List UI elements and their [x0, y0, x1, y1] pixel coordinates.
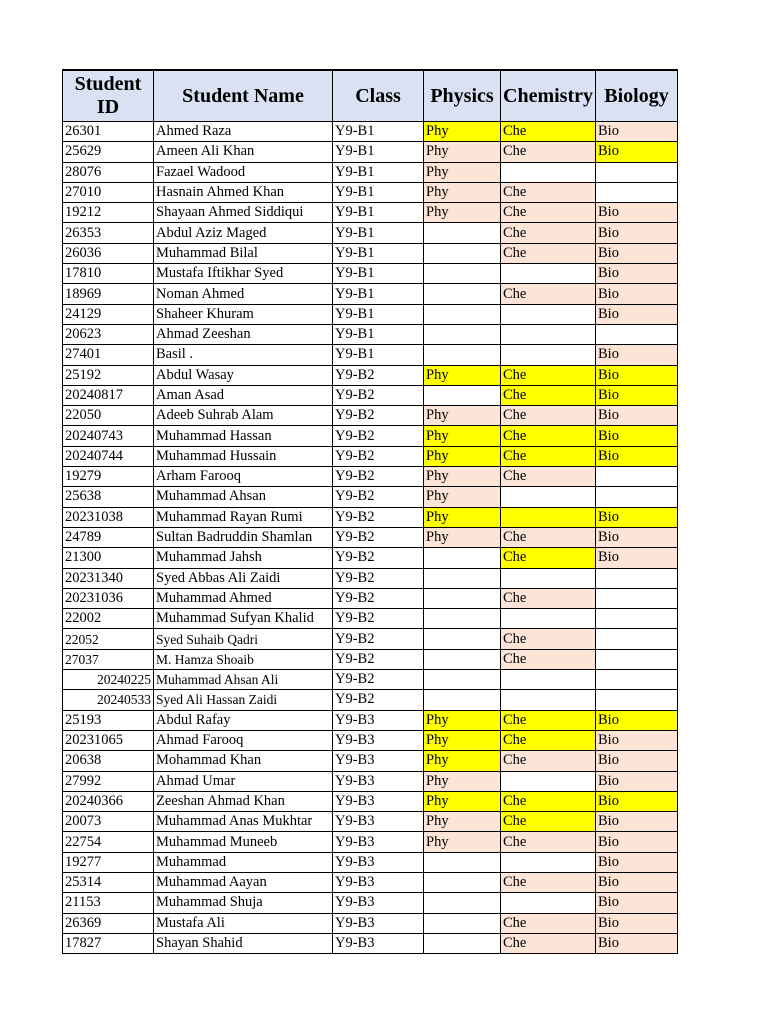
- biology-cell[interactable]: Bio: [596, 710, 678, 730]
- biology-cell[interactable]: Bio: [596, 791, 678, 811]
- student-id-cell[interactable]: 20240533: [63, 690, 154, 710]
- chemistry-cell[interactable]: Che: [501, 548, 596, 568]
- table-row[interactable]: [63, 548, 678, 568]
- student-name-cell[interactable]: Muhammad Sufyan Khalid: [154, 609, 333, 629]
- physics-cell[interactable]: Phy: [424, 487, 501, 507]
- biology-cell[interactable]: [596, 649, 678, 669]
- physics-cell[interactable]: Phy: [424, 446, 501, 466]
- physics-cell[interactable]: [424, 385, 501, 405]
- chemistry-cell[interactable]: Che: [501, 791, 596, 811]
- biology-cell[interactable]: Bio: [596, 832, 678, 852]
- student-name-cell[interactable]: Abdul Wasay: [154, 365, 333, 385]
- chemistry-cell[interactable]: Che: [501, 730, 596, 750]
- biology-cell[interactable]: Bio: [596, 284, 678, 304]
- table-row[interactable]: [63, 649, 678, 669]
- table-row[interactable]: [63, 893, 678, 913]
- physics-cell[interactable]: [424, 243, 501, 263]
- table-row[interactable]: [63, 223, 678, 243]
- student-id-cell[interactable]: 26369: [63, 913, 154, 933]
- biology-cell[interactable]: [596, 690, 678, 710]
- student-id-cell[interactable]: 17827: [63, 933, 154, 953]
- student-id-cell[interactable]: 20240225: [63, 670, 154, 690]
- student-id-cell[interactable]: 21153: [63, 893, 154, 913]
- biology-cell[interactable]: Bio: [596, 122, 678, 142]
- student-name-cell[interactable]: Muhammad Bilal: [154, 243, 333, 263]
- table-row[interactable]: [63, 142, 678, 162]
- chemistry-cell[interactable]: [501, 264, 596, 284]
- chemistry-cell[interactable]: Che: [501, 933, 596, 953]
- class-cell[interactable]: Y9-B2: [333, 385, 424, 405]
- student-name-cell[interactable]: Shaheer Khuram: [154, 304, 333, 324]
- biology-cell[interactable]: Bio: [596, 446, 678, 466]
- student-name-cell[interactable]: Muhammad Shuja: [154, 893, 333, 913]
- table-row[interactable]: [63, 162, 678, 182]
- biology-cell[interactable]: Bio: [596, 385, 678, 405]
- biology-cell[interactable]: Bio: [596, 730, 678, 750]
- chemistry-cell[interactable]: Che: [501, 872, 596, 892]
- physics-cell[interactable]: Phy: [424, 527, 501, 547]
- class-cell[interactable]: Y9-B2: [333, 426, 424, 446]
- biology-cell[interactable]: [596, 629, 678, 649]
- student-name-cell[interactable]: Noman Ahmed: [154, 284, 333, 304]
- table-row[interactable]: [63, 629, 678, 649]
- table-row[interactable]: [63, 487, 678, 507]
- class-cell[interactable]: Y9-B3: [333, 710, 424, 730]
- physics-cell[interactable]: [424, 588, 501, 608]
- physics-cell[interactable]: [424, 670, 501, 690]
- student-id-cell[interactable]: 25314: [63, 872, 154, 892]
- class-cell[interactable]: Y9-B2: [333, 649, 424, 669]
- student-id-cell[interactable]: 17810: [63, 264, 154, 284]
- student-id-cell[interactable]: 22052: [63, 629, 154, 649]
- table-row[interactable]: [63, 203, 678, 223]
- physics-cell[interactable]: [424, 852, 501, 872]
- student-id-cell[interactable]: 20240817: [63, 385, 154, 405]
- class-cell[interactable]: Y9-B1: [333, 203, 424, 223]
- student-id-cell[interactable]: 20240743: [63, 426, 154, 446]
- physics-cell[interactable]: Phy: [424, 162, 501, 182]
- class-cell[interactable]: Y9-B2: [333, 609, 424, 629]
- biology-cell[interactable]: [596, 568, 678, 588]
- chemistry-cell[interactable]: Che: [501, 649, 596, 669]
- biology-cell[interactable]: [596, 182, 678, 202]
- chemistry-cell[interactable]: Che: [501, 385, 596, 405]
- student-id-cell[interactable]: 21300: [63, 548, 154, 568]
- student-name-cell[interactable]: Aman Asad: [154, 385, 333, 405]
- chemistry-cell[interactable]: Che: [501, 426, 596, 446]
- biology-cell[interactable]: Bio: [596, 751, 678, 771]
- biology-cell[interactable]: [596, 467, 678, 487]
- class-cell[interactable]: Y9-B3: [333, 751, 424, 771]
- class-cell[interactable]: Y9-B2: [333, 507, 424, 527]
- student-name-cell[interactable]: Mohammad Khan: [154, 751, 333, 771]
- physics-cell[interactable]: Phy: [424, 832, 501, 852]
- student-id-cell[interactable]: 20638: [63, 751, 154, 771]
- chemistry-cell[interactable]: Che: [501, 913, 596, 933]
- class-cell[interactable]: Y9-B1: [333, 142, 424, 162]
- table-row[interactable]: [63, 527, 678, 547]
- class-cell[interactable]: Y9-B1: [333, 182, 424, 202]
- class-cell[interactable]: Y9-B1: [333, 284, 424, 304]
- class-cell[interactable]: Y9-B3: [333, 832, 424, 852]
- table-row[interactable]: [63, 568, 678, 588]
- physics-cell[interactable]: [424, 324, 501, 344]
- physics-cell[interactable]: Phy: [424, 812, 501, 832]
- class-cell[interactable]: Y9-B2: [333, 548, 424, 568]
- table-row[interactable]: [63, 284, 678, 304]
- physics-cell[interactable]: Phy: [424, 365, 501, 385]
- physics-cell[interactable]: [424, 609, 501, 629]
- table-row[interactable]: [63, 771, 678, 791]
- physics-cell[interactable]: Phy: [424, 791, 501, 811]
- student-name-cell[interactable]: Ahmad Zeeshan: [154, 324, 333, 344]
- student-id-cell[interactable]: 18969: [63, 284, 154, 304]
- chemistry-cell[interactable]: Che: [501, 406, 596, 426]
- class-cell[interactable]: Y9-B1: [333, 162, 424, 182]
- physics-cell[interactable]: Phy: [424, 771, 501, 791]
- class-cell[interactable]: Y9-B1: [333, 304, 424, 324]
- student-id-cell[interactable]: 20231036: [63, 588, 154, 608]
- biology-cell[interactable]: Bio: [596, 365, 678, 385]
- student-name-cell[interactable]: Shayan Shahid: [154, 933, 333, 953]
- table-row[interactable]: [63, 913, 678, 933]
- biology-cell[interactable]: Bio: [596, 933, 678, 953]
- table-row[interactable]: [63, 832, 678, 852]
- chemistry-cell[interactable]: [501, 893, 596, 913]
- header-student-name: Student Name: [154, 70, 333, 122]
- chemistry-cell[interactable]: Che: [501, 467, 596, 487]
- class-cell[interactable]: Y9-B2: [333, 365, 424, 385]
- student-name-cell[interactable]: Ahmad Farooq: [154, 730, 333, 750]
- class-cell[interactable]: Y9-B2: [333, 487, 424, 507]
- header-class: Class: [333, 70, 424, 122]
- physics-cell[interactable]: Phy: [424, 507, 501, 527]
- header-biology: Biology: [596, 70, 678, 122]
- biology-cell[interactable]: [596, 670, 678, 690]
- biology-cell[interactable]: Bio: [596, 304, 678, 324]
- biology-cell[interactable]: Bio: [596, 203, 678, 223]
- table-row[interactable]: [63, 710, 678, 730]
- student-name-cell[interactable]: Abdul Aziz Maged: [154, 223, 333, 243]
- chemistry-cell[interactable]: [501, 771, 596, 791]
- biology-cell[interactable]: Bio: [596, 527, 678, 547]
- chemistry-cell[interactable]: [501, 670, 596, 690]
- student-name-cell[interactable]: Syed Ali Hassan Zaidi: [154, 690, 333, 710]
- chemistry-cell[interactable]: Che: [501, 812, 596, 832]
- student-name-cell[interactable]: Fazael Wadood: [154, 162, 333, 182]
- student-id-cell[interactable]: 20231340: [63, 568, 154, 588]
- chemistry-cell[interactable]: [501, 507, 596, 527]
- header-chemistry: Chemistry: [501, 70, 596, 122]
- class-cell[interactable]: Y9-B3: [333, 933, 424, 953]
- class-cell[interactable]: Y9-B2: [333, 527, 424, 547]
- table-row[interactable]: [63, 690, 678, 710]
- table-row[interactable]: [63, 791, 678, 811]
- chemistry-cell[interactable]: Che: [501, 446, 596, 466]
- student-name-cell[interactable]: Shayaan Ahmed Siddiqui: [154, 203, 333, 223]
- table-row[interactable]: [63, 243, 678, 263]
- physics-cell[interactable]: [424, 264, 501, 284]
- class-cell[interactable]: Y9-B3: [333, 791, 424, 811]
- chemistry-cell[interactable]: Che: [501, 629, 596, 649]
- student-name-cell[interactable]: Mustafa Iftikhar Syed: [154, 264, 333, 284]
- header-row: [63, 70, 678, 122]
- student-id-cell[interactable]: 25193: [63, 710, 154, 730]
- student-id-cell[interactable]: 19212: [63, 203, 154, 223]
- student-name-cell[interactable]: Muhammad Hassan: [154, 426, 333, 446]
- physics-cell[interactable]: Phy: [424, 467, 501, 487]
- class-cell[interactable]: Y9-B3: [333, 852, 424, 872]
- student-name-cell[interactable]: Syed Suhaib Qadri: [154, 629, 333, 649]
- table-row[interactable]: [63, 182, 678, 202]
- physics-cell[interactable]: [424, 568, 501, 588]
- physics-cell[interactable]: [424, 933, 501, 953]
- student-name-cell[interactable]: Muhammad Aayan: [154, 872, 333, 892]
- student-name-cell[interactable]: Syed Abbas Ali Zaidi: [154, 568, 333, 588]
- table-row[interactable]: [63, 933, 678, 953]
- student-name-cell[interactable]: Mustafa Ali: [154, 913, 333, 933]
- chemistry-cell[interactable]: Che: [501, 365, 596, 385]
- biology-cell[interactable]: Bio: [596, 872, 678, 892]
- biology-cell[interactable]: Bio: [596, 406, 678, 426]
- physics-cell[interactable]: Phy: [424, 710, 501, 730]
- chemistry-cell[interactable]: Che: [501, 710, 596, 730]
- biology-cell[interactable]: Bio: [596, 223, 678, 243]
- chemistry-cell[interactable]: Che: [501, 751, 596, 771]
- table-row[interactable]: [63, 609, 678, 629]
- student-id-cell[interactable]: 26301: [63, 122, 154, 142]
- student-name-cell[interactable]: Ahmad Umar: [154, 771, 333, 791]
- chemistry-cell[interactable]: Che: [501, 182, 596, 202]
- table-body: [63, 122, 678, 954]
- table-row[interactable]: [63, 507, 678, 527]
- student-name-cell[interactable]: Hasnain Ahmed Khan: [154, 182, 333, 202]
- student-id-cell[interactable]: 26353: [63, 223, 154, 243]
- table-row[interactable]: [63, 122, 678, 142]
- student-id-cell[interactable]: 25629: [63, 142, 154, 162]
- chemistry-cell[interactable]: [501, 568, 596, 588]
- student-id-cell[interactable]: 27010: [63, 182, 154, 202]
- biology-cell[interactable]: [596, 588, 678, 608]
- biology-cell[interactable]: Bio: [596, 142, 678, 162]
- table-row[interactable]: [63, 812, 678, 832]
- chemistry-cell[interactable]: Che: [501, 243, 596, 263]
- table-row[interactable]: [63, 406, 678, 426]
- header-physics: Physics: [424, 70, 501, 122]
- student-id-cell[interactable]: 22002: [63, 609, 154, 629]
- biology-cell[interactable]: Bio: [596, 507, 678, 527]
- student-name-cell[interactable]: Muhammad Ahmed: [154, 588, 333, 608]
- physics-cell[interactable]: Phy: [424, 182, 501, 202]
- biology-cell[interactable]: Bio: [596, 771, 678, 791]
- class-cell[interactable]: Y9-B2: [333, 588, 424, 608]
- student-id-cell[interactable]: 22050: [63, 406, 154, 426]
- student-id-cell[interactable]: 27401: [63, 345, 154, 365]
- class-cell[interactable]: Y9-B2: [333, 406, 424, 426]
- table-row[interactable]: [63, 670, 678, 690]
- student-id-cell[interactable]: 27037: [63, 649, 154, 669]
- chemistry-cell[interactable]: [501, 487, 596, 507]
- class-cell[interactable]: Y9-B3: [333, 812, 424, 832]
- student-subject-table: [62, 69, 678, 954]
- chemistry-cell[interactable]: [501, 162, 596, 182]
- chemistry-cell[interactable]: [501, 345, 596, 365]
- student-name-cell[interactable]: Muhammad Ahsan: [154, 487, 333, 507]
- class-cell[interactable]: Y9-B3: [333, 730, 424, 750]
- chemistry-cell[interactable]: Che: [501, 284, 596, 304]
- physics-cell[interactable]: [424, 284, 501, 304]
- student-name-cell[interactable]: Sultan Badruddin Shamlan: [154, 527, 333, 547]
- class-cell[interactable]: Y9-B1: [333, 324, 424, 344]
- physics-cell[interactable]: [424, 913, 501, 933]
- chemistry-cell[interactable]: [501, 324, 596, 344]
- table-row[interactable]: [63, 751, 678, 771]
- table-row[interactable]: [63, 385, 678, 405]
- chemistry-cell[interactable]: [501, 852, 596, 872]
- student-id-cell[interactable]: 25192: [63, 365, 154, 385]
- table-row[interactable]: [63, 365, 678, 385]
- chemistry-cell[interactable]: Che: [501, 527, 596, 547]
- student-id-cell[interactable]: 19277: [63, 852, 154, 872]
- class-cell[interactable]: Y9-B1: [333, 223, 424, 243]
- student-name-cell[interactable]: Ameen Ali Khan: [154, 142, 333, 162]
- class-cell[interactable]: Y9-B3: [333, 771, 424, 791]
- physics-cell[interactable]: Phy: [424, 751, 501, 771]
- table-row[interactable]: [63, 426, 678, 446]
- biology-cell[interactable]: Bio: [596, 264, 678, 284]
- student-id-cell[interactable]: 28076: [63, 162, 154, 182]
- physics-cell[interactable]: Phy: [424, 203, 501, 223]
- student-name-cell[interactable]: Muhammad Hussain: [154, 446, 333, 466]
- student-name-cell[interactable]: Zeeshan Ahmad Khan: [154, 791, 333, 811]
- student-id-cell[interactable]: 20231038: [63, 507, 154, 527]
- class-cell[interactable]: Y9-B1: [333, 264, 424, 284]
- class-cell[interactable]: Y9-B3: [333, 913, 424, 933]
- student-name-cell[interactable]: Muhammad Jahsh: [154, 548, 333, 568]
- biology-cell[interactable]: Bio: [596, 426, 678, 446]
- biology-cell[interactable]: Bio: [596, 913, 678, 933]
- student-id-cell[interactable]: 20240366: [63, 791, 154, 811]
- student-name-cell[interactable]: M. Hamza Shoaib: [154, 649, 333, 669]
- table-row[interactable]: [63, 852, 678, 872]
- student-id-cell[interactable]: 20240744: [63, 446, 154, 466]
- biology-cell[interactable]: [596, 609, 678, 629]
- table-row[interactable]: [63, 324, 678, 344]
- biology-cell[interactable]: Bio: [596, 812, 678, 832]
- biology-cell[interactable]: Bio: [596, 243, 678, 263]
- student-name-cell[interactable]: Muhammad Rayan Rumi: [154, 507, 333, 527]
- table-row[interactable]: [63, 872, 678, 892]
- physics-cell[interactable]: [424, 872, 501, 892]
- student-name-cell[interactable]: Adeeb Suhrab Alam: [154, 406, 333, 426]
- physics-cell[interactable]: Phy: [424, 426, 501, 446]
- biology-cell[interactable]: Bio: [596, 852, 678, 872]
- chemistry-cell[interactable]: [501, 690, 596, 710]
- student-id-cell[interactable]: 26036: [63, 243, 154, 263]
- physics-cell[interactable]: [424, 649, 501, 669]
- physics-cell[interactable]: Phy: [424, 122, 501, 142]
- chemistry-cell[interactable]: [501, 304, 596, 324]
- chemistry-cell[interactable]: Che: [501, 142, 596, 162]
- header-student-id: Student ID: [63, 70, 154, 122]
- student-id-cell[interactable]: 24129: [63, 304, 154, 324]
- biology-cell[interactable]: [596, 162, 678, 182]
- biology-cell[interactable]: Bio: [596, 345, 678, 365]
- student-id-cell[interactable]: 22754: [63, 832, 154, 852]
- class-cell[interactable]: Y9-B1: [333, 122, 424, 142]
- physics-cell[interactable]: [424, 893, 501, 913]
- student-id-cell[interactable]: 20623: [63, 324, 154, 344]
- table-row[interactable]: [63, 467, 678, 487]
- student-name-cell[interactable]: Muhammad Ahsan Ali: [154, 670, 333, 690]
- physics-cell[interactable]: Phy: [424, 730, 501, 750]
- physics-cell[interactable]: [424, 345, 501, 365]
- class-cell[interactable]: Y9-B2: [333, 446, 424, 466]
- class-cell[interactable]: Y9-B1: [333, 243, 424, 263]
- table-row[interactable]: [63, 304, 678, 324]
- student-id-cell[interactable]: 25638: [63, 487, 154, 507]
- class-cell[interactable]: Y9-B2: [333, 670, 424, 690]
- student-id-cell[interactable]: 20231065: [63, 730, 154, 750]
- student-name-cell[interactable]: Muhammad: [154, 852, 333, 872]
- chemistry-cell[interactable]: Che: [501, 203, 596, 223]
- physics-cell[interactable]: Phy: [424, 406, 501, 426]
- chemistry-cell[interactable]: Che: [501, 122, 596, 142]
- student-name-cell[interactable]: Basil .: [154, 345, 333, 365]
- student-name-cell[interactable]: Arham Farooq: [154, 467, 333, 487]
- class-cell[interactable]: Y9-B2: [333, 568, 424, 588]
- chemistry-cell[interactable]: Che: [501, 223, 596, 243]
- class-cell[interactable]: Y9-B3: [333, 872, 424, 892]
- physics-cell[interactable]: [424, 304, 501, 324]
- class-cell[interactable]: Y9-B2: [333, 690, 424, 710]
- physics-cell[interactable]: Phy: [424, 142, 501, 162]
- table-row[interactable]: [63, 446, 678, 466]
- student-id-cell[interactable]: 27992: [63, 771, 154, 791]
- biology-cell[interactable]: Bio: [596, 548, 678, 568]
- student-id-cell[interactable]: 19279: [63, 467, 154, 487]
- class-cell[interactable]: Y9-B1: [333, 345, 424, 365]
- class-cell[interactable]: Y9-B2: [333, 629, 424, 649]
- class-cell[interactable]: Y9-B3: [333, 893, 424, 913]
- class-cell[interactable]: Y9-B2: [333, 467, 424, 487]
- table-row[interactable]: [63, 264, 678, 284]
- table-row[interactable]: [63, 345, 678, 365]
- chemistry-cell[interactable]: Che: [501, 832, 596, 852]
- physics-cell[interactable]: [424, 548, 501, 568]
- table-row[interactable]: [63, 588, 678, 608]
- physics-cell[interactable]: [424, 690, 501, 710]
- student-name-cell[interactable]: Ahmed Raza: [154, 122, 333, 142]
- table-row[interactable]: [63, 730, 678, 750]
- biology-cell[interactable]: [596, 487, 678, 507]
- student-id-cell[interactable]: 20073: [63, 812, 154, 832]
- chemistry-cell[interactable]: Che: [501, 588, 596, 608]
- biology-cell[interactable]: Bio: [596, 893, 678, 913]
- physics-cell[interactable]: [424, 629, 501, 649]
- student-name-cell[interactable]: Abdul Rafay: [154, 710, 333, 730]
- biology-cell[interactable]: [596, 324, 678, 344]
- physics-cell[interactable]: [424, 223, 501, 243]
- chemistry-cell[interactable]: [501, 609, 596, 629]
- student-id-cell[interactable]: 24789: [63, 527, 154, 547]
- student-name-cell[interactable]: Muhammad Muneeb: [154, 832, 333, 852]
- student-name-cell[interactable]: Muhammad Anas Mukhtar: [154, 812, 333, 832]
